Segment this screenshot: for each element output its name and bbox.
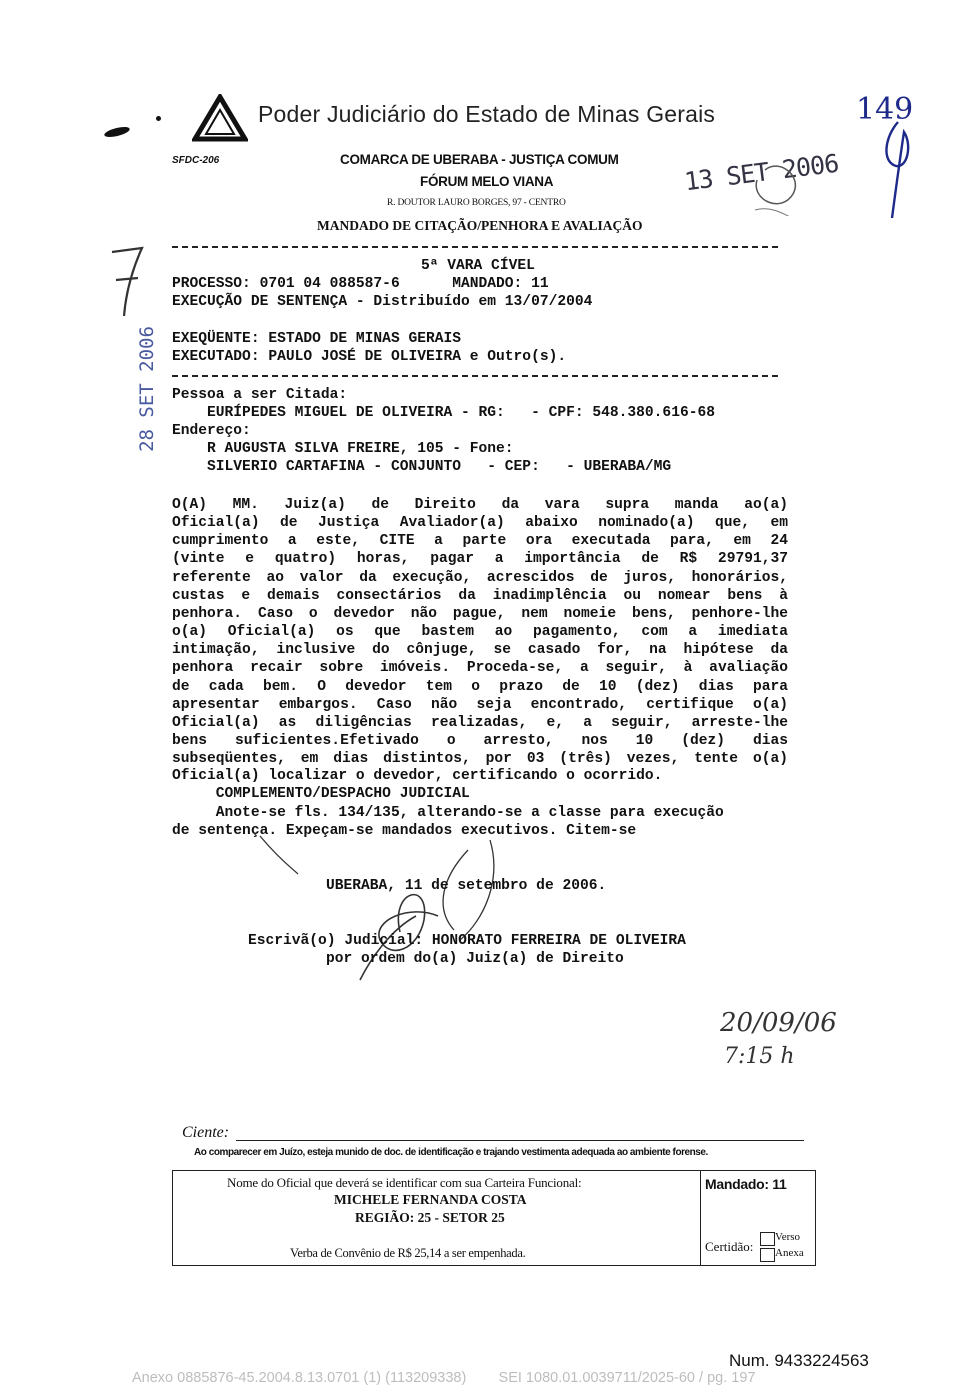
person-label: Pessoa a ser Citada: <box>172 387 348 403</box>
body-last-line: Oficial(a) localizar o devedor, certificando o ocorrido. <box>172 768 663 784</box>
body-line: referente ao valor da execução, acrescidos de juros, honorários, <box>172 569 788 586</box>
body-line: subseqüentes, em dias distintos, por 03 (três) vezes, tente o(a) <box>172 751 788 768</box>
street-line: R AUGUSTA SILVA FREIRE, 105 - Fone: <box>172 441 514 457</box>
processo-line: PROCESSO: 0701 04 088587-6 MANDADO: 11 <box>172 276 549 292</box>
body-line: intimação, inclusive do cônjuge, se casado for, na hipótese da <box>172 642 788 659</box>
body-line: apresentar embargos. Caso não seja encontrado, certifique o(a) <box>172 696 788 713</box>
body-line: penhora recair sobre imóveis. Proceda-se, a seguir, à avaliação <box>172 660 788 677</box>
officer-box-divider <box>700 1170 701 1266</box>
complement-line-1: Anote-se fls. 134/135, alterando-se a classe para execução <box>172 805 724 821</box>
vara: 5ª VARA CÍVEL <box>421 258 535 274</box>
complement-heading: COMPLEMENTO/DESPACHO JUDICIAL <box>172 786 470 802</box>
verso-label: Verso <box>775 1231 801 1243</box>
document-number: Num. 9433224563 <box>729 1351 869 1370</box>
received-date-stamp: 13 SET 2006 <box>682 148 840 197</box>
address-label: Endereço: <box>172 423 251 439</box>
document-title: MANDADO DE CITAÇÃO/PENHORA E AVALIAÇÃO <box>317 218 643 233</box>
stamp-swirl <box>745 150 805 216</box>
mandado-number: Mandado: 11 <box>705 1176 787 1192</box>
complement-line-2: de sentença. Expeçam-se mandados executivos. Citem-se <box>172 823 637 839</box>
form-code: SFDC-206 <box>172 155 220 166</box>
anexa-checkbox[interactable] <box>760 1248 775 1262</box>
signature-line-2: por ordem do(a) Juiz(a) de Direito <box>326 951 624 967</box>
exequente-line: EXEQÜENTE: ESTADO DE MINAS GERAIS <box>172 331 462 347</box>
separator <box>172 246 778 248</box>
body-line: Oficial(a) as diligências realizadas, e, a seguir, arreste-lhe <box>172 714 788 731</box>
body-line: Oficial(a) de Justiça Avaliador(a) abaixo nominado(a) que, em <box>172 515 788 532</box>
institution-title: Poder Judiciário do Estado de Minas Gerais <box>258 101 716 127</box>
officer-name: MICHELE FERNANDA COSTA <box>334 1192 527 1207</box>
initials-scribble <box>878 118 918 222</box>
annex-reference: Anexo 0885876-45.2004.8.13.0701 (1) (113209338) SEI 1080.01.0039711/2025-60 / pg. 197 <box>132 1370 756 1386</box>
order-paragraph <box>172 496 788 768</box>
execucao-line: EXECUÇÃO DE SENTENÇA - Distribuído em 13/07/2004 <box>172 294 593 310</box>
ink-dot <box>156 116 161 121</box>
page-number-handwritten: 149 <box>856 92 914 127</box>
body-line: o(a) Oficial(a) os que bastem ao pagamento, com a imediata <box>172 624 788 641</box>
body-line: bens suficientes.Efetivado o arresto, nos 10 (dez) dias <box>172 733 788 750</box>
body-line: (vinte e quatro) horas, pagar a importância de R$ 29791,37 <box>172 551 788 568</box>
handwritten-date: 20/09/06 <box>720 1008 837 1038</box>
signature-line-1: Escrivã(o) Judicial: HONORATO FERREIRA DE OLIVEIRA <box>248 933 686 949</box>
comarca: COMARCA DE UBERABA - JUSTIÇA COMUM <box>340 152 619 167</box>
body-line: de cada bem. O devedor tem o prazo de 10 (dez) dias para <box>172 678 788 695</box>
officer-prompt: Nome do Oficial que deverá se identificar com sua Carteira Funcional: <box>227 1175 582 1190</box>
body-line: O(A) MM. Juiz(a) de Direito da vara supra manda ao(a) <box>172 497 788 513</box>
person-name-line: EURÍPEDES MIGUEL DE OLIVEIRA - RG: - CPF: 548.380.616-68 <box>172 405 715 421</box>
verba-note: Verba de Convênio de R$ 25,14 a ser empenhada. <box>290 1246 526 1260</box>
ink-mark <box>103 125 130 139</box>
officer-region: REGIÃO: 25 - SETOR 25 <box>355 1210 505 1225</box>
forum: FÓRUM MELO VIANA <box>420 174 554 189</box>
executado-line: EXECUTADO: PAULO JOSÉ DE OLIVEIRA e Outro(s). <box>172 349 567 365</box>
certidao-label: Certidão: <box>705 1239 754 1254</box>
side-date-stamp: 28 SET 2006 <box>136 326 158 452</box>
judiciary-logo-icon <box>192 94 248 142</box>
handwritten-time: 7:15 h <box>724 1044 795 1069</box>
body-line: custas e demais consectários da inadimplência ou nomear bens à <box>172 587 788 604</box>
body-line: penhora. Caso o devedor não pague, nem nomeie bens, penhore-lhe <box>172 605 788 622</box>
district-line: SILVERIO CARTAFINA - CONJUNTO - CEP: - UBERABA/MG <box>172 459 672 475</box>
anexa-label: Anexa <box>775 1247 804 1259</box>
court-address: R. DOUTOR LAURO BORGES, 97 - CENTRO <box>387 198 566 208</box>
ciente-line[interactable] <box>236 1140 804 1141</box>
ciente-label: Ciente: <box>182 1124 230 1141</box>
separator <box>172 375 778 377</box>
place-date: UBERABA, 11 de setembro de 2006. <box>326 878 607 894</box>
body-line: cumprimento a este, CITE a parte ora executada para, em 24 <box>172 533 788 550</box>
courtroom-notice: Ao comparecer em Juízo, esteja munido de doc. de identificação e trajando vestimenta adequada ao ambiente forense. <box>194 1147 708 1158</box>
verso-checkbox[interactable] <box>760 1232 775 1246</box>
